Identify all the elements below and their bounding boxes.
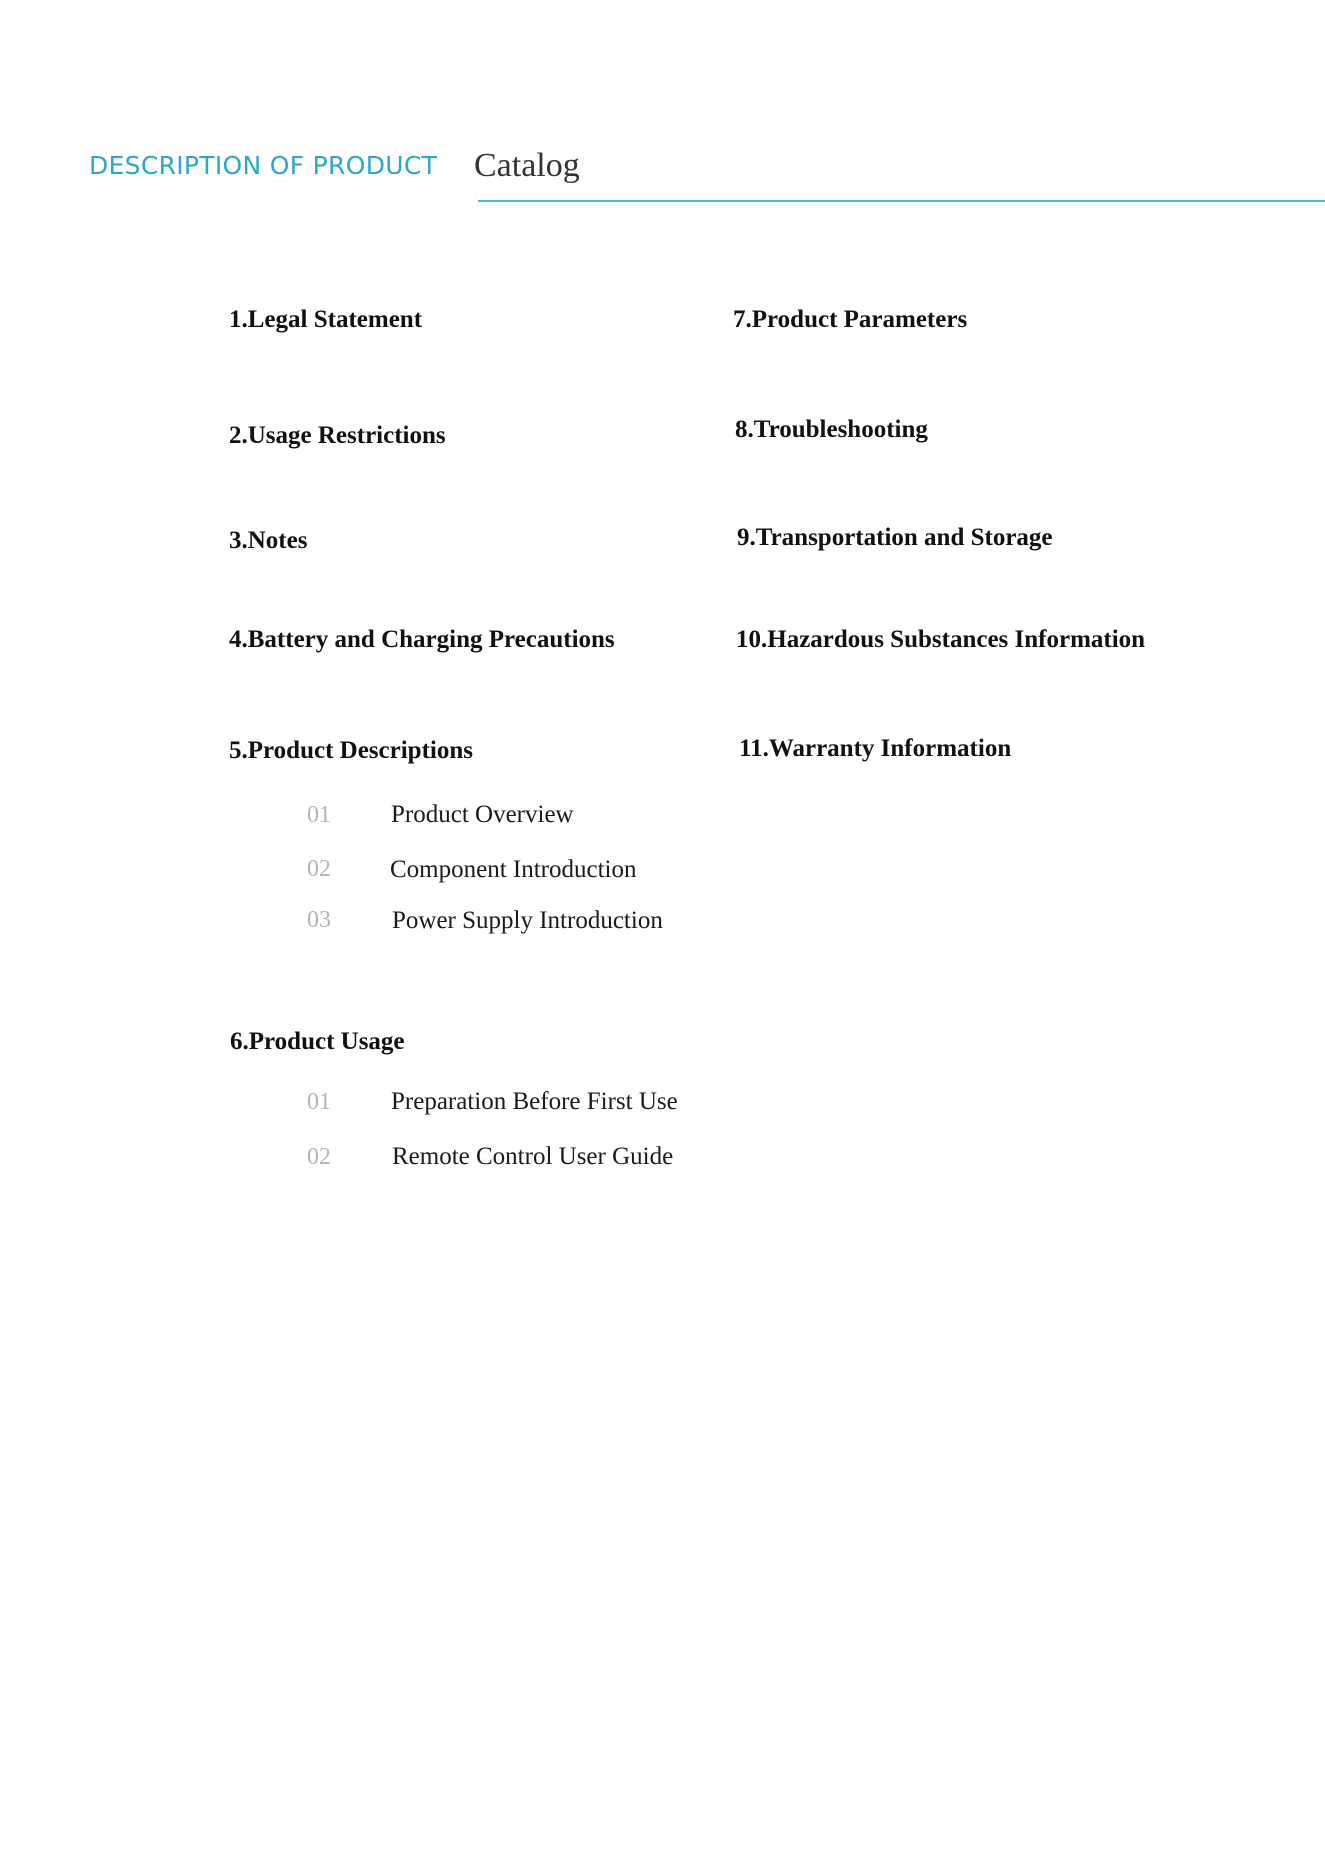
header-divider <box>478 200 1325 202</box>
subitem-component-introduction[interactable]: Component Introduction <box>390 856 637 883</box>
subitem-preparation-before-first-use[interactable]: Preparation Before First Use <box>391 1088 678 1115</box>
subitem-number: 02 <box>307 1144 331 1170</box>
toc-item-legal-statement[interactable]: 1.Legal Statement <box>229 306 423 333</box>
subitem-product-overview[interactable]: Product Overview <box>391 801 574 828</box>
toc-item-battery-charging[interactable]: 4.Battery and Charging Precautions <box>229 626 615 653</box>
toc-item-product-parameters[interactable]: 7.Product Parameters <box>733 306 968 333</box>
toc-item-notes[interactable]: 3.Notes <box>229 527 308 554</box>
page-title: Catalog <box>474 147 580 184</box>
toc-item-troubleshooting[interactable]: 8.Troubleshooting <box>735 416 928 443</box>
toc-item-warranty-information[interactable]: 11.Warranty Information <box>739 735 1012 762</box>
subitem-number: 03 <box>307 907 331 933</box>
section-label: DESCRIPTION OF PRODUCT <box>89 151 438 180</box>
toc-item-usage-restrictions[interactable]: 2.Usage Restrictions <box>229 422 446 449</box>
toc-item-transportation-storage[interactable]: 9.Transportation and Storage <box>737 524 1053 551</box>
toc-item-hazardous-substances[interactable]: 10.Hazardous Substances Information <box>736 626 1146 653</box>
subitem-number: 01 <box>307 802 331 828</box>
subitem-remote-control-user-guide[interactable]: Remote Control User Guide <box>392 1143 674 1170</box>
toc-item-product-descriptions[interactable]: 5.Product Descriptions <box>229 737 473 764</box>
subitem-number: 02 <box>307 856 331 882</box>
subitem-number: 01 <box>307 1089 331 1115</box>
toc-item-product-usage[interactable]: 6.Product Usage <box>230 1028 405 1055</box>
subitem-power-supply-introduction[interactable]: Power Supply Introduction <box>392 907 663 934</box>
